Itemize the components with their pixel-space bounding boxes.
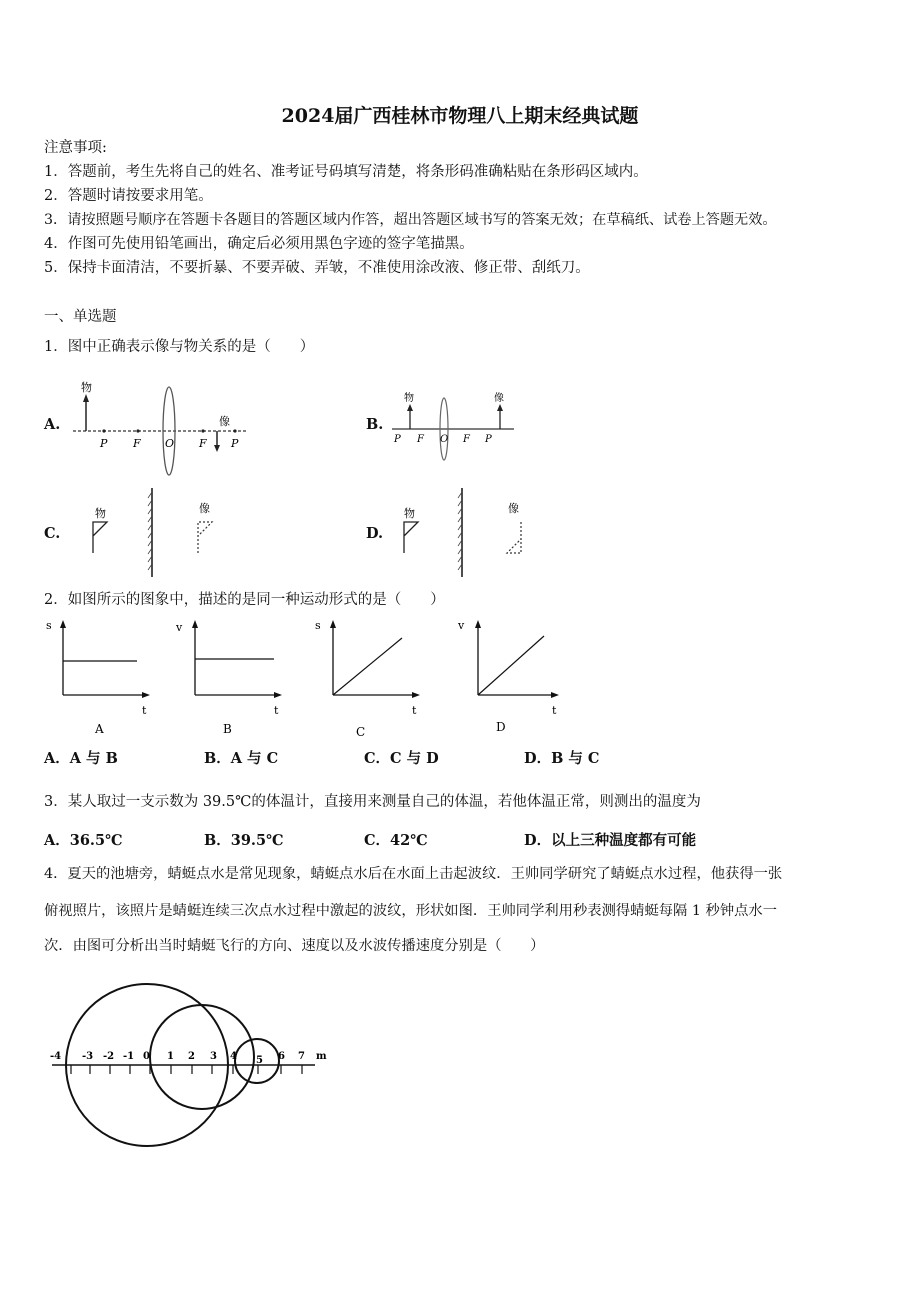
svg-text:P: P <box>231 437 239 450</box>
q1-diagram-d <box>398 486 538 581</box>
svg-text:D: D <box>496 720 506 734</box>
notice-item: 1．答题前，考生先将自己的姓名、准考证号码填写清楚，将条形码准确粘贴在条形码区域内。 <box>44 164 648 180</box>
q1-option-d-label: D. <box>366 525 384 542</box>
svg-text:像: 像 <box>508 502 519 515</box>
svg-text:-4: -4 <box>50 1051 62 1062</box>
section-heading: 一、单选题 <box>44 309 117 325</box>
svg-text:4: 4 <box>230 1051 237 1062</box>
svg-text:P: P <box>485 434 492 445</box>
question-1-stem: 1．图中正确表示像与物关系的是（ ） <box>44 339 315 355</box>
svg-text:-2: -2 <box>103 1051 115 1062</box>
q1-option-c-label: C. <box>44 525 61 542</box>
svg-text:s: s <box>46 619 52 632</box>
question-4-stem-line: 次．由图可分析出当时蜻蜓飞行的方向、速度以及水波传播速度分别是（ ） <box>44 938 545 954</box>
image-label: 像 <box>219 415 230 428</box>
svg-text:s: s <box>315 619 321 632</box>
svg-text:像: 像 <box>494 393 504 404</box>
svg-text:物: 物 <box>404 393 414 404</box>
svg-text:3: 3 <box>210 1051 217 1062</box>
svg-text:v: v <box>458 619 465 632</box>
svg-text:6: 6 <box>278 1051 285 1062</box>
svg-text:物: 物 <box>95 507 106 520</box>
q2-option-c[interactable]: C．C 与 D <box>364 750 439 767</box>
q2-option-b[interactable]: B．A 与 C <box>204 750 279 767</box>
svg-text:1: 1 <box>167 1051 174 1062</box>
question-4-stem-line: 4．夏天的池塘旁，蜻蜓点水是常见现象，蜻蜓点水后在水面上击起波纹．王帅同学研究了蜻蜓点水过程，他获得一张 <box>44 866 783 882</box>
question-2-stem: 2．如图所示的图象中，描述的是同一种运动形式的是（ ） <box>44 592 445 608</box>
q2-option-a[interactable]: A．A 与 B <box>44 750 118 767</box>
svg-text:O: O <box>165 437 175 450</box>
page-title: 2024届广西桂林市物理八上期末经典试题 <box>281 105 639 127</box>
q3-option-d[interactable]: D．以上三种温度都有可能 <box>524 832 697 849</box>
q4-wave-diagram <box>40 965 340 1155</box>
graph-b <box>175 620 282 736</box>
notice-item: 4．作图可先使用铅笔画出，确定后必须用黑色字迹的签字笔描黑。 <box>44 236 474 252</box>
svg-text:t: t <box>412 704 417 717</box>
svg-text:O: O <box>440 434 449 445</box>
svg-text:m: m <box>316 1051 327 1062</box>
svg-text:5: 5 <box>256 1055 263 1066</box>
notice-item: 5．保持卡面清洁，不要折暴、不要弄破、弄皱，不准使用涂改液、修正带、刮纸刀。 <box>44 260 590 276</box>
svg-text:C: C <box>356 725 366 739</box>
svg-text:-1: -1 <box>123 1051 135 1062</box>
q1-diagram-b <box>390 385 520 470</box>
q2-option-d[interactable]: D．B 与 C <box>524 750 600 767</box>
svg-text:物: 物 <box>404 507 415 520</box>
svg-text:F: F <box>463 434 470 445</box>
svg-text:v: v <box>176 621 183 634</box>
notice-item: 3．请按照题号顺序在答题卡各题目的答题区域内作答，超出答题区域书写的答案无效；在草稿纸、试卷上答题无效。 <box>44 212 777 228</box>
svg-text:B: B <box>223 722 232 736</box>
notice-heading: 注意事项: <box>44 140 107 156</box>
svg-text:P: P <box>394 434 401 445</box>
svg-text:7: 7 <box>298 1051 305 1062</box>
svg-text:F: F <box>133 437 141 450</box>
q1-option-b-label: B. <box>366 416 384 433</box>
q1-diagram-a <box>68 375 258 480</box>
notice-item: 2．答题时请按要求用笔。 <box>44 188 213 204</box>
svg-text:0: 0 <box>143 1051 150 1062</box>
question-4-stem-line: 俯视照片，该照片是蜻蜓连续三次点水过程中激起的波纹，形状如图．王帅同学利用秒表测得蜻蜓每隔 1 秒钟点水一 <box>44 903 778 919</box>
svg-text:-3: -3 <box>82 1051 94 1062</box>
q1-diagram-c <box>85 486 225 581</box>
graph-c <box>315 619 420 739</box>
graph-a <box>46 619 150 736</box>
q3-option-c[interactable]: C．42℃ <box>364 832 428 849</box>
graph-d <box>457 619 559 734</box>
svg-text:t: t <box>274 704 279 717</box>
question-3-stem: 3．某人取过一支示数为 39.5℃的体温计，直接用来测量自己的体温，若他体温正常，则测出的温度为 <box>44 794 701 810</box>
svg-text:t: t <box>552 704 557 717</box>
svg-text:F: F <box>417 434 424 445</box>
q2-graphs <box>40 615 570 743</box>
svg-text:F: F <box>199 437 207 450</box>
q3-option-b[interactable]: B．39.5℃ <box>204 832 284 849</box>
svg-text:A: A <box>95 722 104 736</box>
svg-text:P: P <box>100 437 108 450</box>
svg-text:像: 像 <box>199 502 210 515</box>
q1-option-a-label: A. <box>44 416 61 433</box>
q3-option-a[interactable]: A．36.5℃ <box>44 832 123 849</box>
svg-text:t: t <box>142 704 147 717</box>
object-label: 物 <box>81 381 92 394</box>
svg-text:2: 2 <box>188 1051 195 1062</box>
